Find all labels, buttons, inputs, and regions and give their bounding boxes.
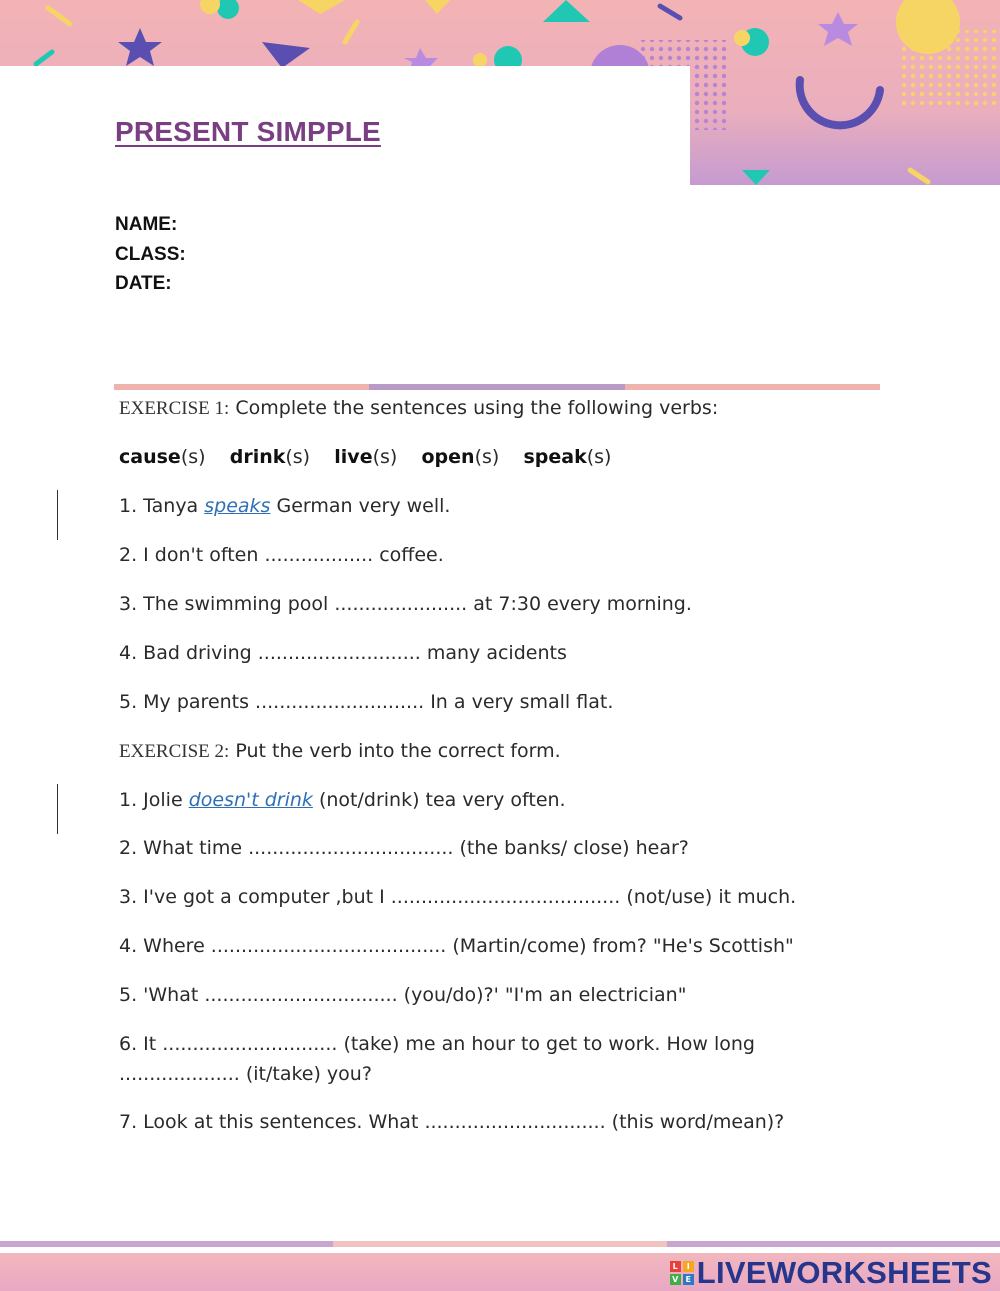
exercise2-item-1: 1. Jolie doesn't drink (not/drink) tea very often. — [119, 789, 566, 811]
header-panel-corner — [560, 66, 690, 196]
exercise1-heading — [119, 397, 718, 420]
verb-option: cause(s) — [119, 446, 206, 468]
exercise1-item-2[interactable]: 2. I don't often .................. coffee. — [119, 544, 444, 566]
exercise2-item-6[interactable]: 6. It ............................. (take) me an hour to get to work. How long .................... (it/take) you? — [119, 1033, 755, 1085]
logo-blocks-icon: L I V E — [670, 1261, 694, 1285]
verb-option: live(s) — [334, 446, 398, 468]
exercise2-item-2[interactable]: 2. What time .................................. (the banks/ close) hear? — [119, 837, 689, 859]
logo-text: LIVEWORKSHEETS — [696, 1255, 992, 1290]
section-divider — [114, 384, 880, 390]
liveworksheets-logo[interactable] — [670, 1255, 992, 1291]
exercise2-item-3[interactable]: 3. I've got a computer ,but I ...................................... (not/use) it much. — [119, 886, 797, 908]
exercise2-label: EXERCISE 2: — [119, 741, 230, 762]
exercise1-item-3[interactable]: 3. The swimming pool ...................... at 7:30 every morning. — [119, 593, 692, 615]
verb-option: open(s) — [421, 446, 500, 468]
class-label: CLASS: — [115, 244, 186, 265]
verb-list — [119, 446, 611, 468]
verb-option: speak(s) — [523, 446, 612, 468]
text-cursor — [57, 490, 58, 540]
exercise2-instruction: Put the verb into the correct form. — [235, 740, 561, 762]
exercise2-heading — [119, 740, 561, 763]
answer-field[interactable]: speaks — [204, 495, 271, 517]
exercise2-item-4[interactable]: 4. Where ....................................... (Martin/come) from? "He's Scottish" — [119, 935, 794, 957]
exercise2-item-7[interactable]: 7. Look at this sentences. What .............................. (this word/mean)? — [119, 1111, 785, 1133]
footer-divider — [0, 1241, 1000, 1247]
exercise1-item-1: 1. Tanya speaks German very well. — [119, 495, 451, 517]
answer-field[interactable]: doesn't drink — [188, 789, 313, 811]
exercise1-instruction: Complete the sentences using the following verbs: — [235, 397, 719, 419]
page-title: PRESENT SIMPPLE — [115, 116, 381, 147]
exercise1-item-4[interactable]: 4. Bad driving ........................... many acidents — [119, 642, 567, 664]
date-label: DATE: — [115, 273, 172, 294]
exercise2-item-5[interactable]: 5. 'What ................................ (you/do)?' "I'm an electrician" — [119, 984, 687, 1006]
name-label: NAME: — [115, 214, 178, 235]
text-cursor — [57, 784, 58, 834]
verb-option: drink(s) — [229, 446, 311, 468]
exercise1-item-5[interactable]: 5. My parents ............................ In a very small flat. — [119, 691, 614, 713]
exercise1-label: EXERCISE 1: — [119, 398, 230, 419]
